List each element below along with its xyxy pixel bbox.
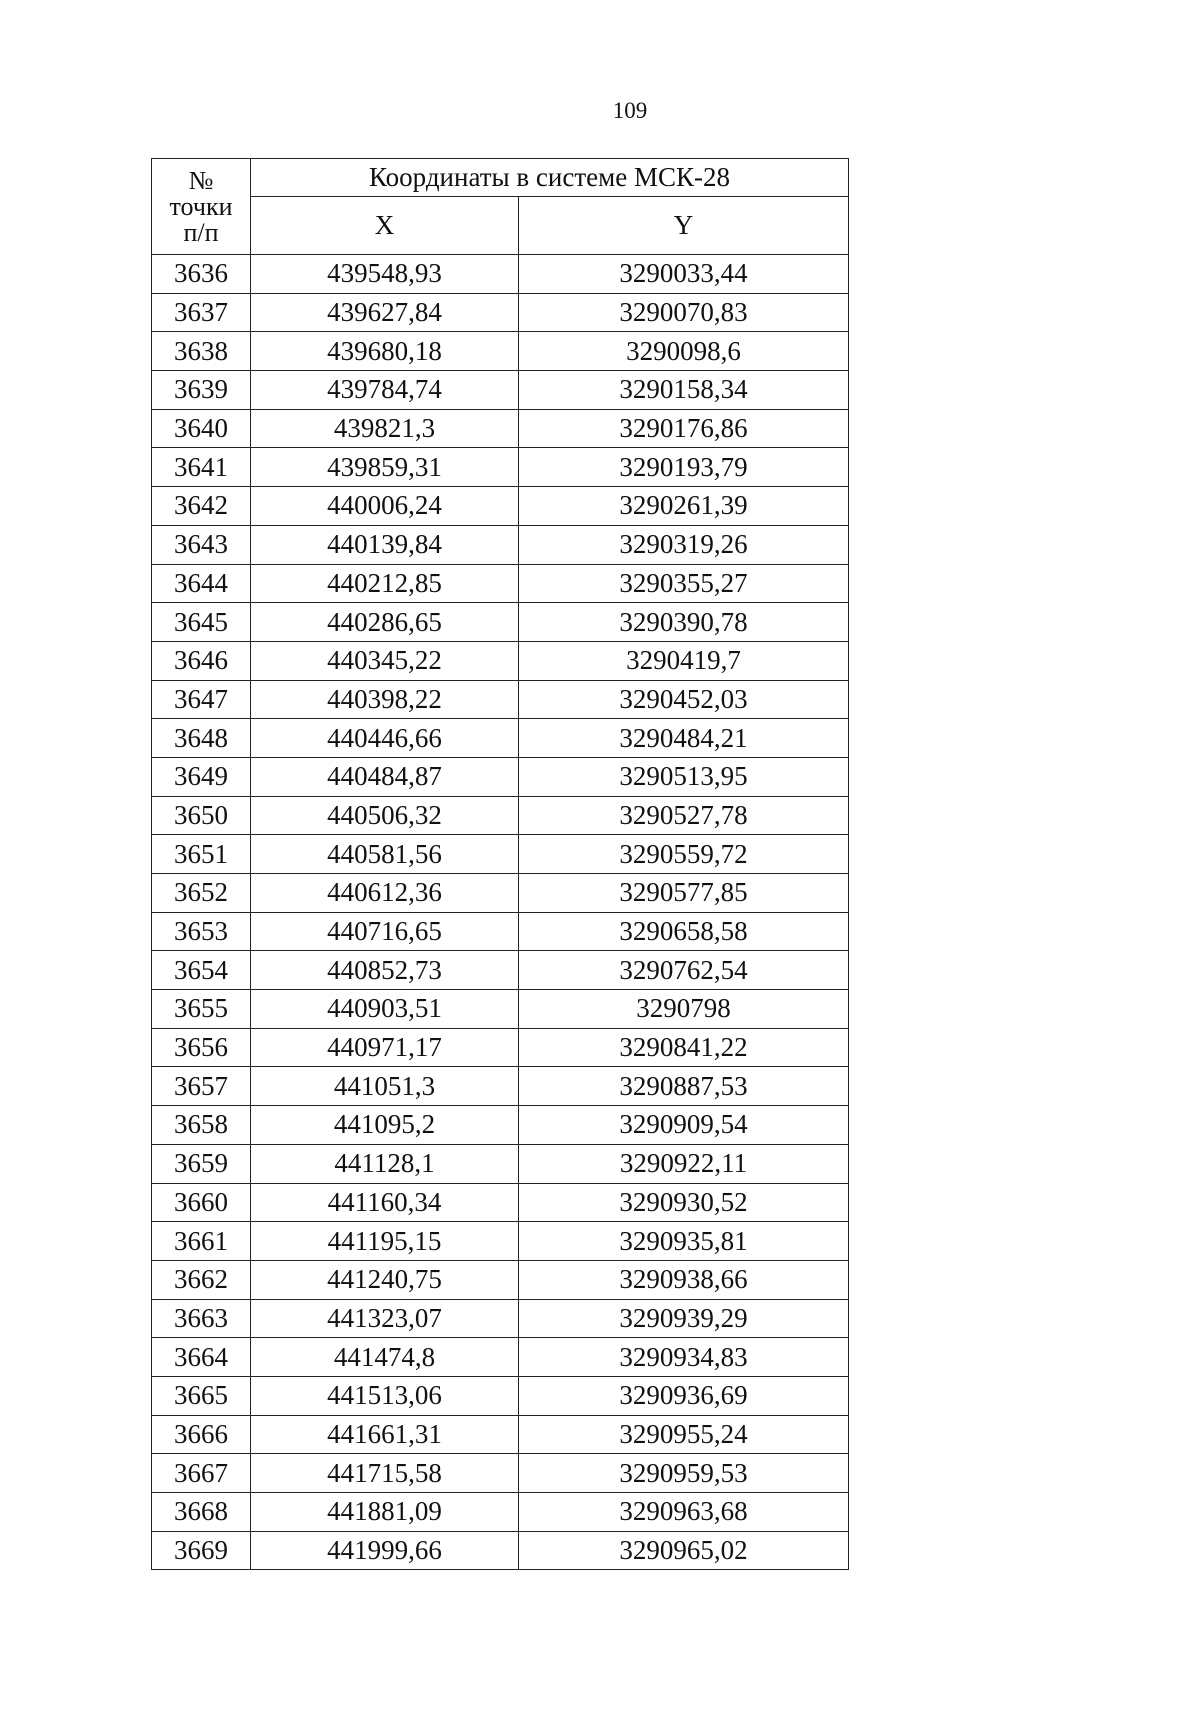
table-row [152,1376,849,1415]
number-sign: № [188,165,214,195]
point-number-cell: 3645 [152,603,251,642]
point-number-cell: 3647 [152,680,251,719]
point-number-cell: 3650 [152,796,251,835]
x-coordinate-cell: 441095,2 [251,1106,519,1145]
x-coordinate-cell: 440286,65 [251,603,519,642]
x-coordinate-cell: 440006,24 [251,487,519,526]
x-coordinate-cell: 441715,58 [251,1454,519,1493]
point-number-cell: 3658 [152,1106,251,1145]
table-row [152,796,849,835]
y-coordinate-cell: 3290963,68 [519,1493,849,1532]
point-number-cell: 3646 [152,641,251,680]
point-number-cell: 3667 [152,1454,251,1493]
x-coordinate-cell: 441999,66 [251,1531,519,1570]
y-coordinate-cell: 3290965,02 [519,1531,849,1570]
y-coordinate-cell: 3290909,54 [519,1106,849,1145]
y-column-header: Y [519,197,849,255]
point-number-cell: 3665 [152,1376,251,1415]
point-number-cell: 3663 [152,1299,251,1338]
x-column-header: X [251,197,519,255]
table-row [152,1183,849,1222]
point-number-cell: 3641 [152,448,251,487]
point-number-cell: 3657 [152,1067,251,1106]
y-coordinate-cell: 3290070,83 [519,293,849,332]
x-coordinate-cell: 440852,73 [251,951,519,990]
x-coordinate-cell: 439680,18 [251,332,519,371]
x-coordinate-cell: 440971,17 [251,1028,519,1067]
table-row [152,332,849,371]
y-coordinate-cell: 3290193,79 [519,448,849,487]
point-number-cell: 3644 [152,564,251,603]
table-row [152,1299,849,1338]
y-coordinate-cell: 3290484,21 [519,719,849,758]
table-row [152,912,849,951]
table-row [152,990,849,1029]
point-number-cell: 3651 [152,835,251,874]
point-number-cell: 3660 [152,1183,251,1222]
x-coordinate-cell: 440139,84 [251,525,519,564]
table-row [152,951,849,990]
point-number-cell: 3649 [152,757,251,796]
point-number-cell: 3637 [152,293,251,332]
table-row [152,1531,849,1570]
x-coordinate-cell: 441881,09 [251,1493,519,1532]
point-number-cell: 3648 [152,719,251,758]
y-coordinate-cell: 3290798 [519,990,849,1029]
x-coordinate-cell: 440506,32 [251,796,519,835]
point-number-cell: 3664 [152,1338,251,1377]
x-coordinate-cell: 440612,36 [251,874,519,913]
x-coordinate-cell: 439859,31 [251,448,519,487]
x-coordinate-cell: 440398,22 [251,680,519,719]
x-coordinate-cell: 439821,3 [251,409,519,448]
table-row [152,1338,849,1377]
table-row [152,757,849,796]
point-number-cell: 3640 [152,409,251,448]
y-coordinate-cell: 3290033,44 [519,255,849,294]
coordinates-table [151,158,849,1570]
point-number-cell: 3661 [152,1222,251,1261]
y-coordinate-cell: 3290390,78 [519,603,849,642]
y-coordinate-cell: 3290355,27 [519,564,849,603]
point-number-cell: 3655 [152,990,251,1029]
x-coordinate-cell: 439784,74 [251,371,519,410]
table-row [152,1067,849,1106]
x-coordinate-cell: 440345,22 [251,641,519,680]
point-number-cell: 3668 [152,1493,251,1532]
y-coordinate-cell: 3290559,72 [519,835,849,874]
table-row [152,564,849,603]
y-coordinate-cell: 3290939,29 [519,1299,849,1338]
table-row [152,1454,849,1493]
y-coordinate-cell: 3290419,7 [519,641,849,680]
point-label: точки [169,191,233,221]
table-row [152,293,849,332]
x-coordinate-cell: 441474,8 [251,1338,519,1377]
table-row [152,1222,849,1261]
table-row [152,874,849,913]
x-coordinate-cell: 440484,87 [251,757,519,796]
coordinates-system-header: Координаты в системе МСК-28 [251,159,849,197]
x-coordinate-cell: 441661,31 [251,1415,519,1454]
x-coordinate-cell: 441323,07 [251,1299,519,1338]
point-number-cell: 3666 [152,1415,251,1454]
table-body [152,255,849,1570]
table-row [152,371,849,410]
point-number-cell: 3656 [152,1028,251,1067]
x-coordinate-cell: 441051,3 [251,1067,519,1106]
y-coordinate-cell: 3290935,81 [519,1222,849,1261]
point-number-cell: 3652 [152,874,251,913]
table-row [152,448,849,487]
table-row [152,1415,849,1454]
y-coordinate-cell: 3290934,83 [519,1338,849,1377]
x-coordinate-cell: 440212,85 [251,564,519,603]
y-coordinate-cell: 3290577,85 [519,874,849,913]
y-coordinate-cell: 3290762,54 [519,951,849,990]
y-coordinate-cell: 3290841,22 [519,1028,849,1067]
x-coordinate-cell: 441240,75 [251,1260,519,1299]
y-coordinate-cell: 3290936,69 [519,1376,849,1415]
y-coordinate-cell: 3290955,24 [519,1415,849,1454]
table-row [152,603,849,642]
table-row [152,1144,849,1183]
x-coordinate-cell: 440716,65 [251,912,519,951]
point-number-header [152,159,251,255]
y-coordinate-cell: 3290527,78 [519,796,849,835]
ordinal-label: п/п [183,217,219,247]
y-coordinate-cell: 3290959,53 [519,1454,849,1493]
point-number-cell: 3669 [152,1531,251,1570]
y-coordinate-cell: 3290887,53 [519,1067,849,1106]
table-row [152,835,849,874]
y-coordinate-cell: 3290938,66 [519,1260,849,1299]
point-number-cell: 3659 [152,1144,251,1183]
y-coordinate-cell: 3290319,26 [519,525,849,564]
table-row [152,1106,849,1145]
table-row [152,1493,849,1532]
table-row [152,487,849,526]
x-coordinate-cell: 441128,1 [251,1144,519,1183]
x-coordinate-cell: 441160,34 [251,1183,519,1222]
point-number-cell: 3639 [152,371,251,410]
point-number-cell: 3638 [152,332,251,371]
point-number-cell: 3642 [152,487,251,526]
table-row [152,1260,849,1299]
table-row [152,409,849,448]
y-coordinate-cell: 3290513,95 [519,757,849,796]
y-coordinate-cell: 3290658,58 [519,912,849,951]
y-coordinate-cell: 3290452,03 [519,680,849,719]
y-coordinate-cell: 3290158,34 [519,371,849,410]
x-coordinate-cell: 440446,66 [251,719,519,758]
table-row [152,719,849,758]
table-row [152,680,849,719]
table-row [152,255,849,294]
y-coordinate-cell: 3290098,6 [519,332,849,371]
point-number-cell: 3653 [152,912,251,951]
table-row [152,525,849,564]
y-coordinate-cell: 3290922,11 [519,1144,849,1183]
point-number-cell: 3636 [152,255,251,294]
x-coordinate-cell: 440903,51 [251,990,519,1029]
point-number-cell: 3643 [152,525,251,564]
point-number-cell: 3662 [152,1260,251,1299]
x-coordinate-cell: 439627,84 [251,293,519,332]
point-number-cell: 3654 [152,951,251,990]
y-coordinate-cell: 3290176,86 [519,409,849,448]
table-row [152,1028,849,1067]
x-coordinate-cell: 440581,56 [251,835,519,874]
page-number: 109 [612,98,648,123]
y-coordinate-cell: 3290261,39 [519,487,849,526]
table-row [152,641,849,680]
x-coordinate-cell: 441195,15 [251,1222,519,1261]
x-coordinate-cell: 441513,06 [251,1376,519,1415]
x-coordinate-cell: 439548,93 [251,255,519,294]
y-coordinate-cell: 3290930,52 [519,1183,849,1222]
